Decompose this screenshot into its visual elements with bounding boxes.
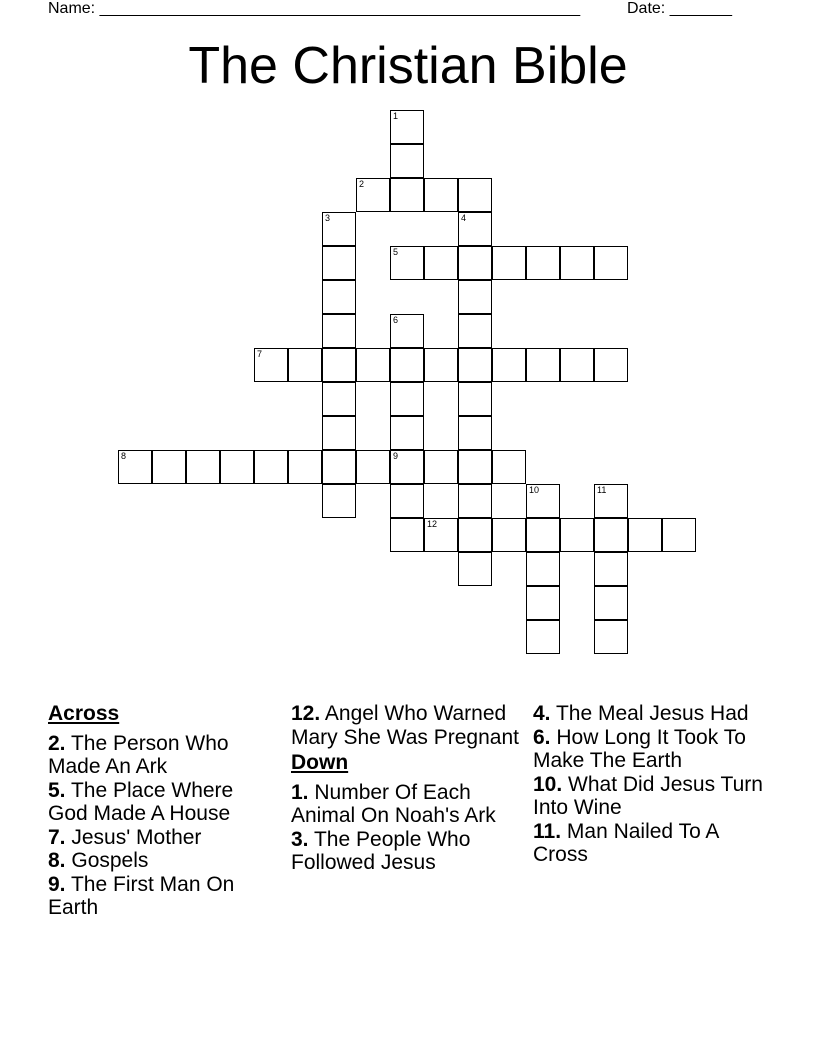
- date-field-label: Date: _______: [627, 0, 732, 17]
- grid-cell[interactable]: [594, 620, 628, 654]
- down-clue: [533, 820, 763, 867]
- name-field-label: Name: ______________________________________________________: [48, 0, 581, 17]
- grid-cell[interactable]: [254, 450, 288, 484]
- grid-cell[interactable]: [254, 348, 288, 382]
- clue-number-label: 2: [359, 179, 365, 189]
- clue-number-label: 9: [393, 451, 399, 461]
- clue-number: 1.: [291, 780, 309, 804]
- grid-cell[interactable]: [492, 246, 526, 280]
- grid-cell[interactable]: [390, 110, 424, 144]
- grid-cell[interactable]: [458, 552, 492, 586]
- grid-cell[interactable]: [594, 246, 628, 280]
- down-heading: Down: [291, 751, 349, 774]
- clue-number: 6.: [533, 725, 551, 749]
- grid-cell[interactable]: [662, 518, 696, 552]
- clues-column-2: [291, 702, 526, 875]
- clue-text: Number Of Each Animal On Noah's Ark: [291, 780, 496, 827]
- grid-cell[interactable]: [322, 382, 356, 416]
- clue-text: The Place Where God Made A House: [48, 778, 234, 825]
- grid-cell[interactable]: [458, 246, 492, 280]
- clue-number-label: 12: [427, 519, 438, 529]
- grid-cell[interactable]: [424, 246, 458, 280]
- clue-text: The People Who Followed Jesus: [291, 827, 471, 874]
- grid-cell[interactable]: [526, 518, 560, 552]
- clue-number: 7.: [48, 825, 66, 849]
- page-title: The Christian Bible: [188, 37, 628, 95]
- grid-cell[interactable]: [322, 246, 356, 280]
- grid-cell[interactable]: [390, 144, 424, 178]
- down-clue: [533, 726, 763, 773]
- grid-cell[interactable]: [424, 450, 458, 484]
- grid-cell[interactable]: [288, 450, 322, 484]
- clue-text: What Did Jesus Turn Into Wine: [533, 772, 763, 819]
- clue-number: 10.: [533, 772, 563, 796]
- grid-cell[interactable]: [322, 348, 356, 382]
- grid-cell[interactable]: [424, 518, 458, 552]
- grid-cell[interactable]: [526, 586, 560, 620]
- grid-cell[interactable]: [322, 280, 356, 314]
- grid-cell[interactable]: [424, 348, 458, 382]
- grid-cell[interactable]: [390, 178, 424, 212]
- clue-number: 11.: [533, 819, 562, 843]
- grid-cell[interactable]: [118, 450, 152, 484]
- clues-column-1: [48, 702, 273, 920]
- grid-cell[interactable]: [594, 484, 628, 518]
- clue-number: 4.: [533, 702, 551, 725]
- grid-cell[interactable]: [220, 450, 254, 484]
- grid-cell[interactable]: [186, 450, 220, 484]
- clue-number-label: 1: [393, 111, 399, 121]
- grid-cell[interactable]: [424, 178, 458, 212]
- grid-cell[interactable]: [390, 484, 424, 518]
- clue-number-label: 5: [393, 247, 399, 257]
- grid-cell[interactable]: [594, 552, 628, 586]
- across-clue: [48, 849, 273, 873]
- grid-cell[interactable]: [628, 518, 662, 552]
- grid-cell[interactable]: [594, 586, 628, 620]
- grid-cell[interactable]: [492, 450, 526, 484]
- clue-number: 9.: [48, 872, 66, 896]
- grid-cell[interactable]: [526, 620, 560, 654]
- grid-cell[interactable]: [390, 382, 424, 416]
- clue-number: 12.: [291, 702, 321, 725]
- clue-number-label: 4: [461, 213, 467, 223]
- clue-text: The Person Who Made An Ark: [48, 731, 229, 778]
- grid-cell[interactable]: [458, 314, 492, 348]
- clue-text: The Meal Jesus Had: [555, 702, 749, 725]
- grid-cell[interactable]: [458, 382, 492, 416]
- grid-cell[interactable]: [594, 518, 628, 552]
- clue-number-label: 10: [529, 485, 540, 495]
- down-clue: [291, 828, 526, 875]
- grid-cell[interactable]: [458, 280, 492, 314]
- clue-text: The First Man On Earth: [48, 872, 235, 919]
- grid-cell[interactable]: [356, 348, 390, 382]
- clue-number-label: 11: [597, 485, 607, 495]
- clues-section: [48, 702, 768, 962]
- clue-text: Jesus' Mother: [71, 825, 202, 849]
- across-clue: [291, 702, 526, 749]
- clues-column-3: [533, 702, 763, 867]
- down-clue: [291, 781, 526, 828]
- grid-cell[interactable]: [526, 348, 560, 382]
- grid-cell[interactable]: [322, 212, 356, 246]
- grid-cell[interactable]: [560, 348, 594, 382]
- clue-text: How Long It Took To Make The Earth: [533, 725, 746, 772]
- grid-cell[interactable]: [458, 416, 492, 450]
- clue-number: 5.: [48, 778, 66, 802]
- grid-cell[interactable]: [526, 484, 560, 518]
- grid-cell[interactable]: [322, 314, 356, 348]
- grid-cell[interactable]: [356, 178, 390, 212]
- down-clue: [533, 702, 763, 726]
- grid-cell[interactable]: [458, 212, 492, 246]
- grid-cell[interactable]: [390, 416, 424, 450]
- across-clue: [48, 826, 273, 850]
- grid-cell[interactable]: [152, 450, 186, 484]
- grid-cell[interactable]: [390, 314, 424, 348]
- grid-cell[interactable]: [492, 518, 526, 552]
- across-clue: [48, 732, 273, 779]
- clue-number-label: 7: [257, 349, 263, 359]
- grid-cell[interactable]: [526, 246, 560, 280]
- across-clue: [48, 873, 273, 920]
- grid-cell[interactable]: [322, 450, 356, 484]
- clue-number-label: 8: [121, 451, 127, 461]
- clue-number: 3.: [291, 827, 309, 851]
- clue-number: 2.: [48, 731, 66, 755]
- across-heading: Across: [48, 702, 120, 725]
- across-clue: [48, 779, 273, 826]
- clue-number: 8.: [48, 849, 66, 872]
- clue-number-label: 6: [393, 315, 399, 325]
- grid-cell[interactable]: [390, 348, 424, 382]
- clue-text: Gospels: [71, 849, 149, 872]
- grid-cell[interactable]: [458, 484, 492, 518]
- grid-cell[interactable]: [356, 450, 390, 484]
- down-clue: [533, 773, 763, 820]
- clue-number-label: 3: [325, 213, 331, 223]
- grid-cell[interactable]: [322, 484, 356, 518]
- grid-cell[interactable]: [322, 416, 356, 450]
- grid-cell[interactable]: [458, 450, 492, 484]
- grid-cell[interactable]: [560, 518, 594, 552]
- grid-cell[interactable]: [288, 348, 322, 382]
- grid-cell[interactable]: [526, 552, 560, 586]
- grid-cell[interactable]: [492, 348, 526, 382]
- grid-cell[interactable]: [458, 178, 492, 212]
- clue-text: Angel Who Warned Mary She Was Pregnant: [291, 702, 519, 749]
- grid-cell[interactable]: [390, 450, 424, 484]
- grid-cell[interactable]: [390, 518, 424, 552]
- grid-cell[interactable]: [458, 348, 492, 382]
- grid-cell[interactable]: [390, 246, 424, 280]
- grid-cell[interactable]: [594, 348, 628, 382]
- grid-cell[interactable]: [458, 518, 492, 552]
- grid-cell[interactable]: [560, 246, 594, 280]
- clue-text: Man Nailed To A Cross: [533, 819, 719, 866]
